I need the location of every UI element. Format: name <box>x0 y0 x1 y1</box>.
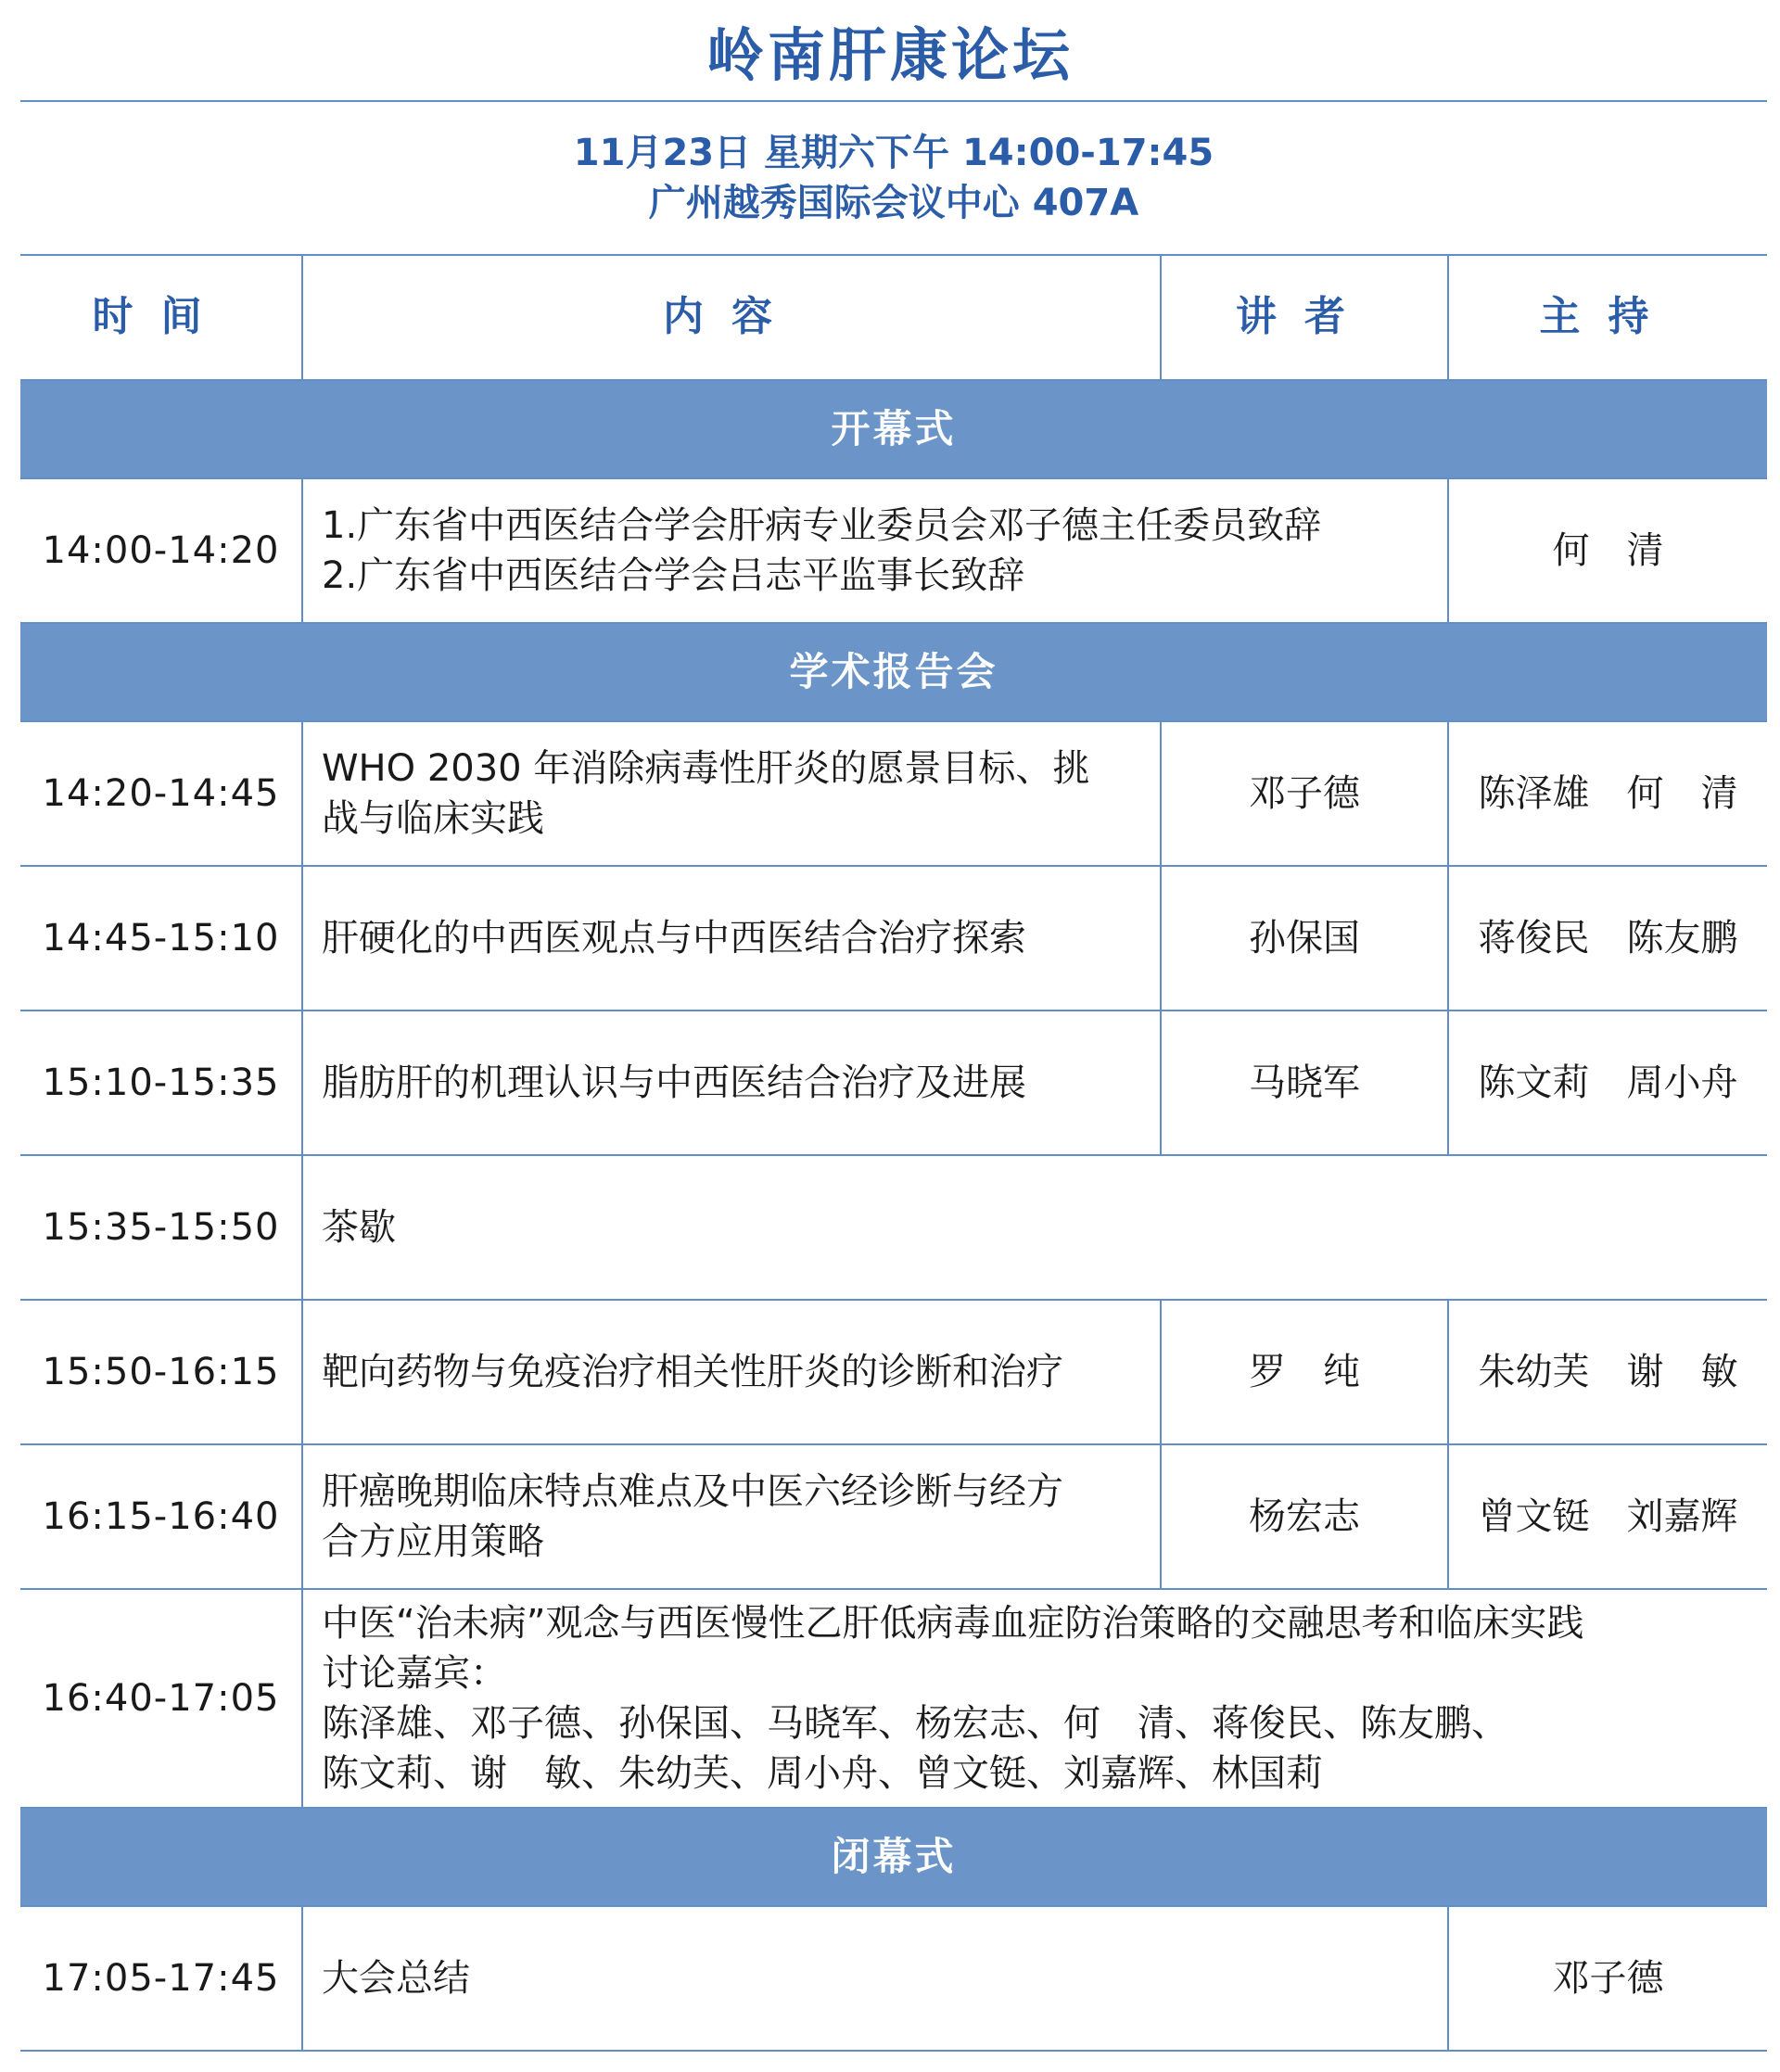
content-line: 1.广东省中西医结合学会肝病专业委员会邓子德主任委员致辞 <box>322 504 1322 547</box>
row-host: 蒋俊民 陈友鹏 <box>1448 866 1767 1011</box>
row-speaker: 杨宏志 <box>1161 1444 1448 1589</box>
table-row <box>20 866 1767 1011</box>
content-line: 战与临床实践 <box>322 797 544 840</box>
header-row <box>20 255 1767 380</box>
content-line: 肝硬化的中西医观点与中西医结合治疗探索 <box>322 917 1026 960</box>
row-content <box>302 478 1448 623</box>
row-time: 14:20-14:45 <box>20 721 302 866</box>
content-line: 合方应用策略 <box>322 1520 544 1563</box>
content-line: 茶歇 <box>322 1206 396 1249</box>
row-host: 朱幼芙 谢 敏 <box>1448 1300 1767 1444</box>
row-content <box>302 1589 1767 1808</box>
section-opening <box>20 380 1767 478</box>
section-academic <box>20 623 1767 721</box>
table-row <box>20 1444 1767 1589</box>
content-line: 肝癌晚期临床特点难点及中医六经诊断与经方 <box>322 1470 1063 1513</box>
schedule-table <box>20 255 1767 2052</box>
section-title: 闭幕式 <box>20 1808 1767 1906</box>
content-line: 大会总结 <box>322 1957 470 2000</box>
table-row <box>20 478 1767 623</box>
event-datetime: 11月23日 星期六下午 14:00-17:45 <box>573 132 1214 174</box>
content-line: 中医“治未病”观念与西医慢性乙肝低病毒血症防治策略的交融思考和临床实践 <box>322 1602 1584 1645</box>
table-row <box>20 1906 1767 2051</box>
row-time: 16:15-16:40 <box>20 1444 302 1589</box>
content-line: 2.广东省中西医结合学会吕志平监事长致辞 <box>322 554 1025 597</box>
content-line: 靶向药物与免疫治疗相关性肝炎的诊断和治疗 <box>322 1351 1063 1393</box>
row-content <box>302 1155 1767 1300</box>
content-line: 陈文莉、谢 敏、朱幼芙、周小舟、曾文铤、刘嘉辉、林国莉 <box>322 1752 1323 1795</box>
row-time: 15:50-16:15 <box>20 1300 302 1444</box>
content-line: 陈泽雄、邓子德、孙保国、马晓军、杨宏志、何 清、蒋俊民、陈友鹏、 <box>322 1702 1508 1745</box>
row-host: 何 清 <box>1448 478 1767 623</box>
header-speaker: 讲者 <box>1161 255 1448 380</box>
header-content: 内容 <box>302 255 1161 380</box>
row-time: 14:00-14:20 <box>20 478 302 623</box>
content-line: 讨论嘉宾： <box>322 1652 507 1695</box>
content-line: 脂肪肝的机理认识与中西医结合治疗及进展 <box>322 1061 1026 1104</box>
row-speaker: 孙保国 <box>1161 866 1448 1011</box>
row-host: 曾文铤 刘嘉辉 <box>1448 1444 1767 1589</box>
header-host: 主持 <box>1448 255 1767 380</box>
section-title: 学术报告会 <box>20 623 1767 721</box>
section-closing <box>20 1808 1767 1906</box>
row-time: 15:10-15:35 <box>20 1011 302 1155</box>
row-host: 陈文莉 周小舟 <box>1448 1011 1767 1155</box>
row-content <box>302 1444 1161 1589</box>
row-speaker: 马晓军 <box>1161 1011 1448 1155</box>
row-speaker: 罗 纯 <box>1161 1300 1448 1444</box>
page-title: 岭南肝康论坛 <box>706 20 1074 89</box>
row-host: 邓子德 <box>1448 1906 1767 2051</box>
section-title: 开幕式 <box>20 380 1767 478</box>
content-line: WHO 2030 年消除病毒性肝炎的愿景目标、挑 <box>322 747 1090 790</box>
row-content <box>302 721 1161 866</box>
event-info <box>20 102 1767 254</box>
header-time: 时间 <box>20 255 302 380</box>
table-row <box>20 1300 1767 1444</box>
row-content <box>302 1906 1448 2051</box>
row-time: 15:35-15:50 <box>20 1155 302 1300</box>
row-speaker: 邓子德 <box>1161 721 1448 866</box>
row-content <box>302 1011 1161 1155</box>
row-host: 陈泽雄 何 清 <box>1448 721 1767 866</box>
row-time: 16:40-17:05 <box>20 1589 302 1808</box>
table-row <box>20 1155 1767 1300</box>
row-content <box>302 1300 1161 1444</box>
table-row <box>20 1589 1767 1808</box>
table-row <box>20 1011 1767 1155</box>
row-time: 17:05-17:45 <box>20 1906 302 2051</box>
table-row <box>20 721 1767 866</box>
row-time: 14:45-15:10 <box>20 866 302 1011</box>
row-content <box>302 866 1161 1011</box>
event-venue: 广州越秀国际会议中心 407A <box>648 182 1139 224</box>
